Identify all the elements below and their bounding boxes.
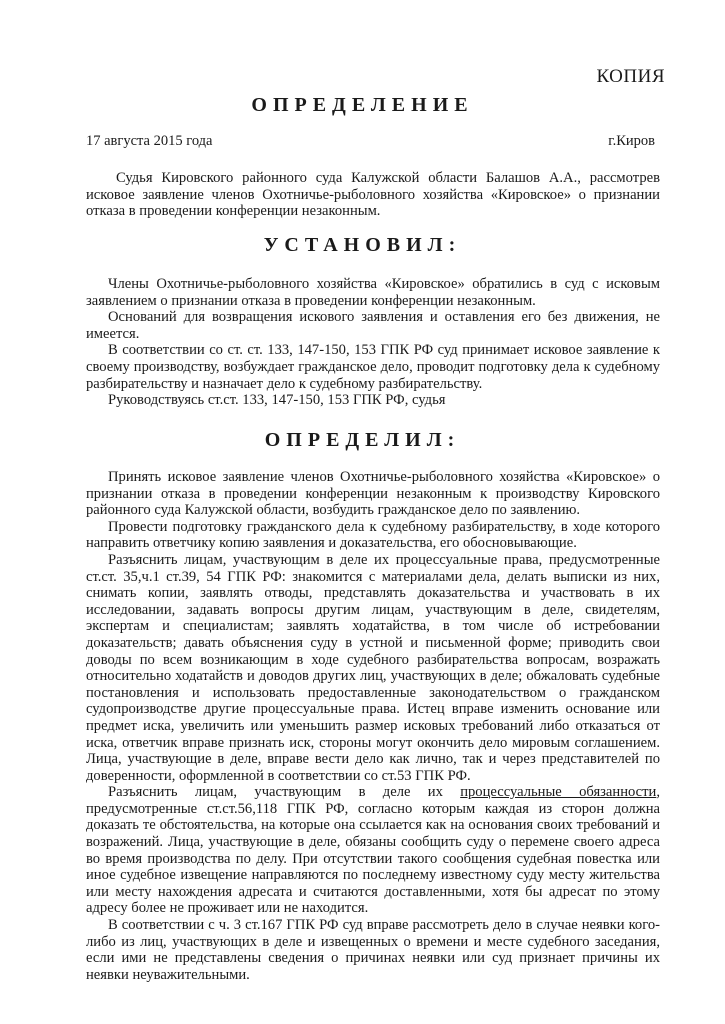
intro-paragraph: Судья Кировского районного суда Калужской области Балашов А.А., рассмотрев исковое заявление членов Охотничье-рыболовного хозяйства «Кировское» о признании отказа в проведении конференции незаконным. (86, 170, 660, 220)
document-title: ОПРЕДЕЛЕНИЕ (251, 94, 474, 116)
section1-block (86, 276, 660, 409)
document-date: 17 августа 2015 года (86, 133, 213, 149)
section-heading-ustanovil: УСТАНОВИЛ: (263, 234, 462, 256)
section-heading-opredelil: ОПРЕДЕЛИЛ: (264, 429, 461, 451)
section1-paragraph: В соответствии со ст. ст. 133, 147-150, 153 ГПК РФ суд принимает исковое заявление к своему производству, возбуждает гражданское дело, проводит подготовку дела к судебному разбирательству и назначает дело к судебному разбирательству. (86, 342, 660, 392)
section1-paragraph: Руководствуясь ст.ст. 133, 147-150, 153 ГПК РФ, судья (108, 392, 446, 409)
intro-block (86, 170, 660, 220)
obligations-underlined: процессуальные обязанности (460, 784, 657, 801)
section2-paragraph: Провести подготовку гражданского дела к судебному разбирательству, в ходе которого направить ответчику копию заявления и доказательства, его обосновывающие. (86, 518, 660, 552)
section2-paragraph-obligations (86, 784, 660, 917)
date-place-row (86, 133, 655, 150)
obligations-text-start: Разъяснить лицам, участвующим в деле их (108, 784, 461, 801)
section2-paragraph: В соответствии с ч. 3 ст.167 ГПК РФ суд вправе рассмотреть дело в случае неявки кого-либо из лиц, участвующих в деле и извещенных о времени и месте судебного заседания, если ими не представлены сведения о причинах неявки или суд признает причины их неявки неуважительными. (86, 917, 660, 983)
section2-block (86, 469, 660, 983)
document-city: г.Киров (608, 133, 655, 149)
obligations-text-end: , предусмотренные ст.ст.56,118 ГПК РФ, согласно которым каждая из сторон должна доказать те обстоятельства, на которые она ссылается как на основания своих требований и возражений. Лица, участвующие в деле, обязаны сообщить суду о перемене своего адреса во время производства по делу. При отсутствии такого сообщения судебная повестка или иное судебное извещение направляются по последнему известному суду месту жительства или месту нахождения адресата и считаются доставленными, хотя бы адресат по этому адресу более не проживает или не находится. (86, 784, 660, 917)
section2-paragraph: Разъяснить лицам, участвующим в деле их процессуальные права, предусмотренные ст.ст. 35,ч.1 ст.39, 54 ГПК РФ: знакомится с материалами дела, делать выписки из них, снимать копии, заявлять отводы, представлять доказательства и участвовать в их исследовании, задавать вопросы другим лицам, участвующим в деле, свидетелям, экспертам и специалистам; заявлять ходатайства, в том числе об истребовании доказательств; давать объяснения суду в устной и письменной форме; приводить свои доводы по всем возникающим в ходе судебного разбирательства вопросам, возражать относительно ходатайств и доводов других лиц, участвующих в деле; обжаловать судебные постановления и использовать предоставленные законодательством о гражданском судопроизводстве другие процессуальные права. Истец вправе изменить основание или предмет иска, увеличить или уменьшить размер исковых требований либо отказаться от иска, ответчик вправе признать иск, стороны могут окончить дело мировым соглашением. Лица, участвующие в деле, вправе вести дело как лично, так и через представителей по доверенности, оформленной в соответствии со ст.53 ГПК РФ. (86, 551, 660, 784)
copy-stamp: КОПИЯ (596, 66, 665, 87)
section1-paragraph: Члены Охотничье-рыболовного хозяйства «Кировское» обратились в суд с исковым заявлением о признании отказа в проведении конференции незаконным. (86, 276, 660, 309)
section2-paragraph: Принять исковое заявление членов Охотничье-рыболовного хозяйства «Кировское» о признании отказа в проведении конференции незаконным к производству Кировского районного суда Калужской области, возбудить гражданское дело по заявлению. (86, 469, 660, 519)
section1-paragraph: Оснований для возвращения искового заявления и оставления его без движения, не имеется. (86, 309, 660, 342)
